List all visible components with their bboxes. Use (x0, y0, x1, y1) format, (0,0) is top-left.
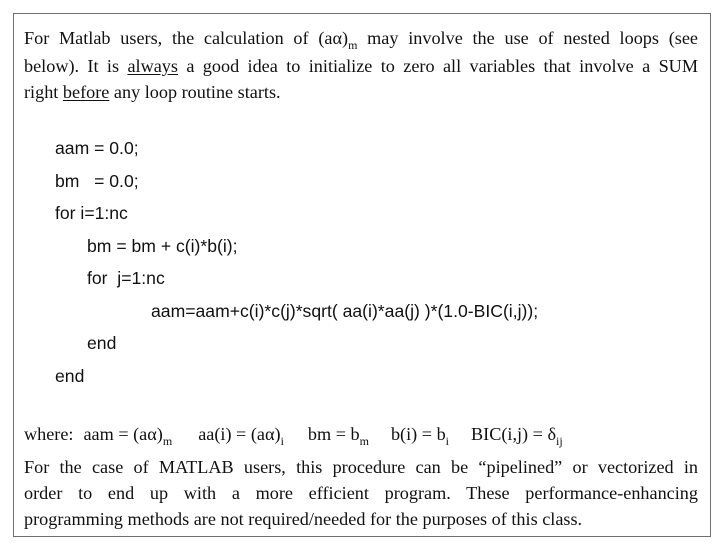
intro-text: below). It is (24, 56, 128, 76)
code-line-7: end (87, 333, 117, 353)
legend-aam: aam = $(a\alpha)_m$ (83, 424, 173, 448)
code-line-3: for i=1:nc (55, 203, 128, 223)
outro-line-2: order to end up with a more efficient program. These performance-enhancing (24, 483, 698, 503)
code-line-1: aam = 0.0; (55, 138, 139, 158)
legend-bm: bm = $b_m$ (307, 424, 369, 448)
outro-line-1: For the case of MATLAB users, this procedure can be “pipelined” or vectorized in (24, 457, 698, 477)
intro-text: any loop routine starts. (109, 82, 281, 102)
code-line-5: for j=1:nc (87, 268, 165, 288)
intro-paragraph (24, 25, 698, 105)
legend-bic: $BIC(i,j) = \delta_{ij}$ (471, 424, 563, 448)
intro-text: right (24, 82, 63, 102)
legend-aa-i: $aa(i) = (a\alpha)_i$ (198, 424, 284, 448)
code-line-4: bm = bm + c(i)*b(i); (87, 236, 238, 256)
legend-b-i: $b(i) = b_i$ (390, 424, 450, 448)
intro-line-1 (24, 25, 698, 53)
intro-text: a good idea to initialize to zero all variables that involve a SUM (177, 56, 698, 76)
underlined-word: always (127, 56, 178, 76)
intro-line-3 (24, 79, 698, 105)
underlined-word: before (62, 82, 110, 102)
alpha-symbol: α) (332, 28, 349, 48)
where-legend (24, 421, 698, 449)
intro-text: For Matlab users, the calculation of (a (24, 28, 333, 48)
code-line-6: aam=aam+c(i)*c(j)*sqrt( aa(i)*aa(j) )*(1.0-BIC(i,j)); (151, 301, 539, 321)
code-line-8: end (55, 366, 85, 386)
intro-line-2 (24, 53, 698, 79)
code-line-2: bm = 0.0; (55, 171, 139, 191)
subscript-m: m (348, 38, 358, 52)
outro-paragraph (24, 454, 698, 532)
where-label: where: (24, 424, 74, 444)
outro-line-3: programming methods are not required/needed for the purposes of this class. (24, 509, 583, 529)
intro-text: may involve the use of nested loops (see (357, 28, 698, 48)
